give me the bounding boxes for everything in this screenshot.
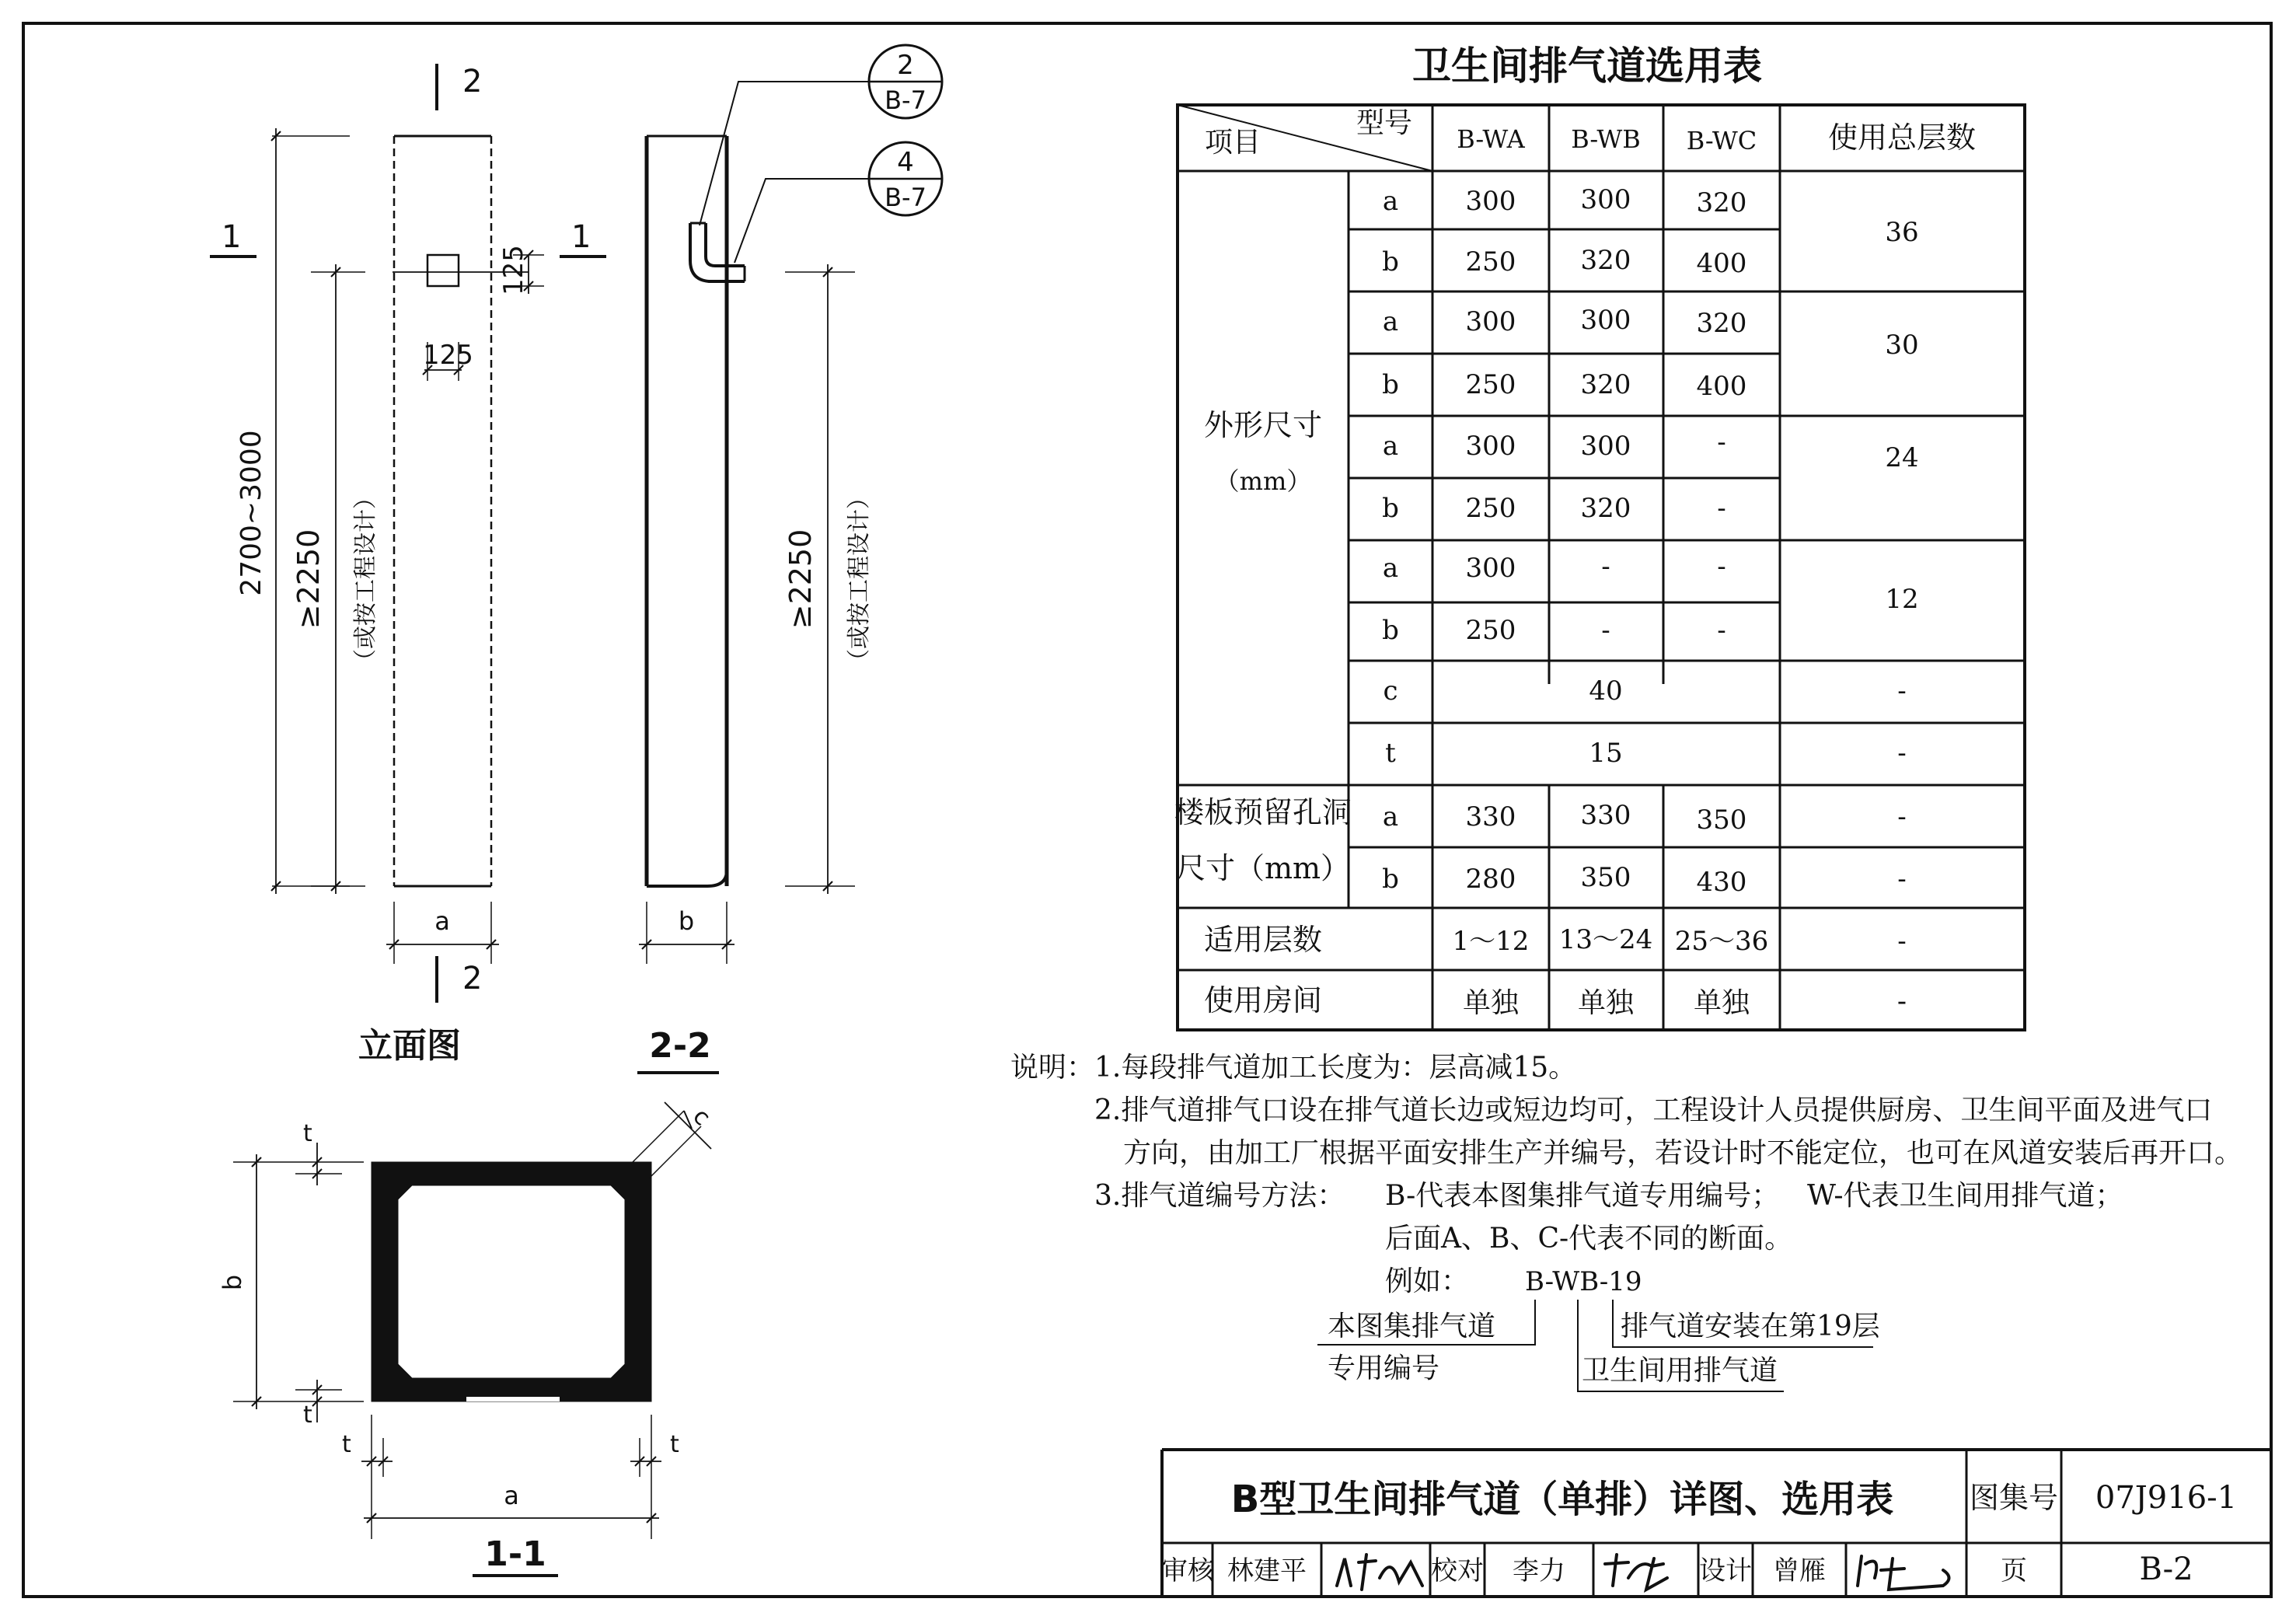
- outer-row-value: -: [1601, 551, 1610, 582]
- callout-top-number: 2: [897, 50, 914, 81]
- section-mark-1-left: 1: [222, 219, 242, 255]
- dim-width-a: a: [434, 906, 450, 936]
- outer-row-value: 300: [1465, 553, 1516, 584]
- table-title: 卫生间排气道选用表: [1412, 44, 1762, 89]
- outer-row-value: 300: [1580, 184, 1631, 215]
- signature-designer: [1858, 1556, 1949, 1590]
- outer-row-key: b: [1382, 369, 1399, 400]
- reviewer: 林建平: [1227, 1555, 1307, 1586]
- page-label: 页: [2001, 1555, 2027, 1586]
- dim-width-b: b: [678, 906, 695, 936]
- room-wa: 单独: [1462, 987, 1520, 1019]
- signature-reviewer: [1337, 1555, 1422, 1590]
- note-3-b: B-代表本图集排气道专用编号；: [1385, 1180, 1780, 1212]
- outer-row-value: 300: [1580, 305, 1631, 336]
- annotation-atlas-code: 本图集排气道: [1328, 1311, 1496, 1342]
- room-label: 使用房间: [1203, 983, 1323, 1017]
- room-floors: -: [1896, 986, 1907, 1017]
- outer-row-value: 300: [1465, 431, 1516, 462]
- outer-row-value: 250: [1465, 615, 1516, 646]
- outer-size-unit: （mm）: [1214, 466, 1312, 496]
- note-3-w: W-代表卫生间用排气道；: [1807, 1180, 2123, 1212]
- section-1-1-view: [233, 1102, 711, 1576]
- outer-row-key: b: [1382, 615, 1399, 646]
- floors-group-24: 24: [1885, 442, 1919, 473]
- dim-hole-horizontal: 125: [423, 340, 473, 371]
- applicable-floors: -: [1897, 926, 1907, 957]
- header-type: 型号: [1356, 107, 1413, 139]
- outer-row-value: 300: [1580, 431, 1631, 462]
- dim-total-height: 2700~3000: [236, 430, 267, 596]
- t-row-value: 15: [1589, 738, 1623, 769]
- outer-row-value: 320: [1696, 308, 1747, 339]
- header-col-wb: B-WB: [1571, 124, 1641, 154]
- c-row-value: 40: [1589, 675, 1623, 707]
- atlas-label: 图集号: [1969, 1481, 2059, 1515]
- hole-row-floors: -: [1897, 801, 1907, 832]
- hole-row-value: 280: [1465, 864, 1516, 895]
- note-1: 1.每段排气道加工长度为：层高减15。: [1094, 1052, 1577, 1084]
- dim-design-note: （或按工程设计）: [352, 486, 379, 672]
- elevation-view: [210, 64, 606, 1003]
- outer-row-key: a: [1382, 431, 1399, 462]
- note-3-label: 3.排气道编号方法：: [1094, 1180, 1345, 1212]
- checker: 李力: [1513, 1555, 1565, 1586]
- outer-row-value: 320: [1696, 187, 1747, 218]
- outer-row-value: -: [1717, 615, 1726, 646]
- room-wb: 单独: [1577, 987, 1635, 1019]
- callout-bottom-sheet: B-7: [885, 183, 926, 212]
- section11-label-b: b: [218, 1274, 247, 1291]
- hole-row-value: 350: [1696, 805, 1747, 836]
- section11-label-t-left: t: [342, 1431, 351, 1458]
- section22-dim-min-height: ≥2250: [783, 529, 818, 630]
- c-row-floors: -: [1897, 675, 1907, 707]
- section11-label-t-top: t: [303, 1120, 312, 1147]
- dim-min-height: ≥2250: [291, 529, 326, 630]
- annotation-floor: 排气道安装在第19层: [1621, 1311, 1880, 1342]
- outer-row-value: 320: [1580, 493, 1631, 524]
- outer-row-value: 320: [1580, 369, 1631, 400]
- applicable-wc: 25～36: [1674, 926, 1769, 957]
- note-2a: 2.排气道排气口设在排气道长边或短边均可，工程设计人员提供厨房、卫生间平面及进气口: [1094, 1094, 2213, 1126]
- outer-row-value: -: [1717, 427, 1726, 458]
- section22-dim-design-note: （或按工程设计）: [846, 486, 873, 672]
- c-row-key: c: [1383, 675, 1398, 707]
- dim-hole-vertical: 125: [498, 245, 529, 295]
- annotation-atlas-code-2: 专用编号: [1328, 1352, 1440, 1384]
- outer-row-value: -: [1601, 615, 1610, 646]
- sheet-border: [23, 23, 2271, 1597]
- outer-row-key: a: [1382, 186, 1399, 217]
- floors-group-12: 12: [1885, 584, 1919, 615]
- design-label: 设计: [1699, 1555, 1752, 1586]
- applicable-wb: 13～24: [1558, 924, 1653, 955]
- outer-row-value: -: [1717, 493, 1726, 524]
- outer-row-value: 400: [1696, 248, 1747, 279]
- example-code: B-WB-19: [1525, 1266, 1642, 1297]
- hole-size-unit: 尺寸（mm）: [1175, 851, 1351, 885]
- hole-size-label: 楼板预留孔洞: [1174, 795, 1352, 829]
- section-mark-2-top: 2: [462, 64, 483, 99]
- outer-row-value: 250: [1465, 369, 1516, 400]
- hole-row-value: 330: [1580, 800, 1631, 831]
- section11-title: 1-1: [484, 1534, 546, 1574]
- outer-row-key: b: [1382, 493, 1399, 524]
- callout-bottom-number: 4: [897, 147, 914, 178]
- section-mark-2-bottom: 2: [462, 961, 483, 996]
- example-label: 例如：: [1385, 1265, 1470, 1297]
- review-label: 审核: [1161, 1555, 1214, 1586]
- section22-title: 2-2: [649, 1026, 711, 1066]
- applicable-wa: 1～12: [1452, 926, 1530, 957]
- section11-label-a: a: [504, 1481, 519, 1510]
- designer: 曾雁: [1773, 1555, 1826, 1586]
- header-col-wc: B-WC: [1686, 126, 1757, 155]
- applicable-label: 适用层数: [1203, 923, 1323, 957]
- hole-row-value: 330: [1465, 801, 1516, 832]
- outer-row-key: b: [1382, 246, 1399, 277]
- hole-row-value: 430: [1696, 867, 1747, 898]
- section11-label-t-bottom: t: [303, 1401, 312, 1429]
- outer-row-value: 250: [1465, 493, 1516, 524]
- callout-top-sheet: B-7: [885, 86, 926, 115]
- title-block-title: B型卫生间排气道（单排）详图、选用表: [1230, 1478, 1894, 1521]
- header-item: 项目: [1205, 127, 1261, 159]
- check-label: 校对: [1431, 1555, 1484, 1586]
- hole-row-value: 350: [1580, 862, 1631, 893]
- outer-row-value: 250: [1465, 246, 1516, 277]
- outer-row-key: a: [1382, 553, 1399, 584]
- outer-row-value: 300: [1465, 306, 1516, 337]
- elevation-title: 立面图: [358, 1026, 461, 1066]
- annotation-toilet: 卫生间用排气道: [1582, 1355, 1778, 1387]
- outer-row-value: 400: [1696, 371, 1747, 402]
- header-col-wa: B-WA: [1457, 124, 1525, 154]
- outer-size-label: 外形尺寸: [1203, 408, 1323, 442]
- section-mark-1-right: 1: [571, 219, 591, 255]
- floors-group-30: 30: [1885, 330, 1919, 361]
- hole-row-key: b: [1382, 864, 1399, 895]
- header-floors: 使用总层数: [1827, 120, 1977, 155]
- floors-group-36: 36: [1885, 217, 1919, 248]
- notes-label: 说明：: [1010, 1052, 1095, 1084]
- atlas-number: 07J916-1: [2095, 1480, 2238, 1516]
- section11-label-t-right: t: [670, 1431, 679, 1458]
- hole-row-key: a: [1382, 801, 1399, 832]
- note-2b: 方向，由加工厂根据平面安排生产并编号，若设计时不能定位，也可在风道安装后再开口。: [1123, 1137, 2243, 1169]
- note-3-c: 后面A、B、C-代表不同的断面。: [1385, 1223, 1793, 1255]
- outer-row-value: -: [1717, 551, 1726, 582]
- room-wc: 单独: [1693, 987, 1750, 1019]
- t-row-key: t: [1385, 738, 1396, 769]
- hole-row-floors: -: [1897, 864, 1907, 895]
- t-row-floors: -: [1897, 738, 1907, 769]
- section11-label-c: c: [687, 1102, 716, 1132]
- outer-row-value: 300: [1465, 186, 1516, 217]
- page-number: B-2: [2139, 1551, 2193, 1587]
- signature-checker: [1605, 1555, 1667, 1590]
- outer-row-value: 320: [1580, 245, 1631, 276]
- outer-row-key: a: [1382, 306, 1399, 337]
